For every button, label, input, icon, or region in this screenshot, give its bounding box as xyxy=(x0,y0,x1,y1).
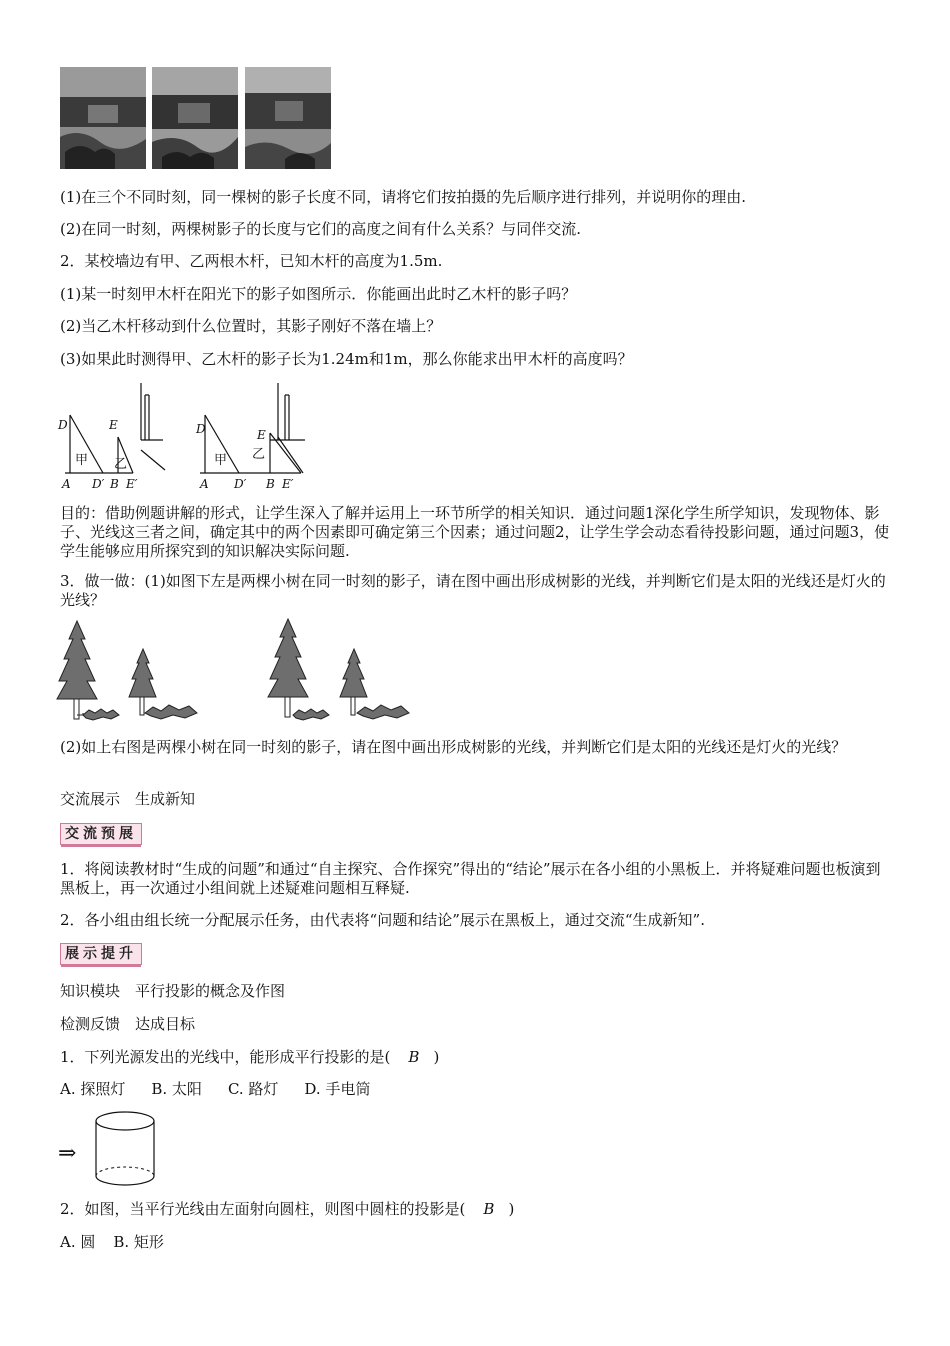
tree-shadows-figure xyxy=(55,615,415,725)
parallel-light-arrow: ⇒ xyxy=(58,1141,77,1166)
label-a: A xyxy=(62,477,71,491)
label-b: B xyxy=(110,477,119,491)
mc2-close: ) xyxy=(508,1200,515,1218)
label-d-2: D xyxy=(196,422,206,436)
mc2-options xyxy=(60,1233,164,1251)
question-3-part-1: 3．做一做：(1)如图下左是两棵小树在同一时刻的影子，请在图中画出形成树影的光线，并判断它们是太阳的光线还是灯火的光线？ xyxy=(60,572,886,609)
mc1-answer: B xyxy=(408,1048,420,1066)
label-e: E xyxy=(109,418,118,432)
label-yi: 乙 xyxy=(114,457,128,472)
label-e-prime-2: E′ xyxy=(282,477,294,491)
mc1-option-c: C. 路灯 xyxy=(227,1080,279,1098)
knowledge-module: 知识模块 平行投影的概念及作图 xyxy=(60,982,286,1000)
label-a-2: A xyxy=(200,477,209,491)
badge-exchange-preview: 交流预展 xyxy=(60,823,142,845)
question-1-part-1: (1)在三个不同时刻，同一棵树的影子长度不同，请将它们按拍摄的先后顺序进行排列，并说明你的理由. xyxy=(60,188,747,206)
label-b-2: B xyxy=(266,477,275,491)
question-2-part-2: (2)当乙木杆移动到什么位置时，其影子刚好不落在墙上？ xyxy=(60,317,442,335)
mc2-option-b: B. 矩形 xyxy=(113,1233,164,1251)
mc-question-1 xyxy=(60,1048,439,1066)
question-3-part-2: (2)如上右图是两棵小树在同一时刻的影子，请在图中画出形成树影的光线，并判断它们是太阳的光线还是灯火的光线？ xyxy=(60,738,847,756)
mc2-answer: B xyxy=(483,1200,495,1218)
mc1-stem: 1．下列光源发出的光线中，能形成平行投影的是( xyxy=(60,1048,391,1066)
question-2-stem: 2．某校墙边有甲、乙两根木杆，已知木杆的高度为1.5m. xyxy=(60,252,443,270)
label-d-prime-2: D′ xyxy=(234,477,247,491)
photo-1 xyxy=(60,67,146,169)
label-e-prime: E′ xyxy=(126,477,138,491)
label-jia: 甲 xyxy=(75,453,89,468)
photo-2 xyxy=(152,67,238,169)
label-e-2: E xyxy=(257,428,266,442)
feedback-title: 检测反馈 达成目标 xyxy=(60,1015,196,1033)
question-2-part-1: (1)某一时刻甲木杆在阳光下的影子如图所示．你能画出此时乙木杆的影子吗？ xyxy=(60,285,577,303)
question-2-part-3: (3)如果此时测得甲、乙木杆的影子长为1.24m和1m，那么你能求出甲木杆的高度吗？ xyxy=(60,350,633,368)
mc1-option-b: B. 太阳 xyxy=(151,1080,202,1098)
mc1-option-d: D. 手电筒 xyxy=(304,1080,371,1098)
badge-show-improve: 展示提升 xyxy=(60,943,142,965)
exchange-item-2: 2．各小组由组长统一分配展示任务，由代表将“问题和结论”展示在黑板上，通过交流“生成新知”. xyxy=(60,911,705,929)
label-jia-2: 甲 xyxy=(214,453,228,468)
purpose-paragraph: 目的：借助例题讲解的形式，让学生深入了解并运用上一环节所学的相关知识．通过问题1深化学生所学知识，发现物体、影子、光线这三者之间，确定其中的两个因素即可确定第三个因素；通过问题2，让学生学会动态看待投影问题，通过问题3，使学生能够应用所探究到的知识解决实际问题. xyxy=(60,504,890,560)
label-d: D xyxy=(58,418,68,432)
section-title-exchange: 交流展示 生成新知 xyxy=(60,790,196,808)
mc1-option-a: A. 探照灯 xyxy=(60,1080,126,1098)
question-1-part-2: (2)在同一时刻，两棵树影子的长度与它们的高度之间有什么关系？与同伴交流. xyxy=(60,220,582,238)
mc1-close: ) xyxy=(433,1048,440,1066)
mc-question-2 xyxy=(60,1200,514,1218)
mc2-option-a: A. 圆 xyxy=(60,1233,96,1251)
cylinder-figure xyxy=(92,1110,162,1190)
mc2-stem: 2．如图，当平行光线由左面射向圆柱，则图中圆柱的投影是( xyxy=(60,1200,466,1218)
label-yi-2: 乙 xyxy=(252,447,266,462)
photo-3 xyxy=(245,67,331,169)
exchange-item-1: 1．将阅读教材时“生成的问题”和通过“自主探究、合作探究”得出的“结论”展示在各小组的小黑板上．并将疑难问题也板演到黑板上，再一次通过小组间就上述疑难问题相互释疑. xyxy=(60,860,881,897)
label-d-prime: D′ xyxy=(92,477,105,491)
mc1-options xyxy=(60,1080,370,1098)
